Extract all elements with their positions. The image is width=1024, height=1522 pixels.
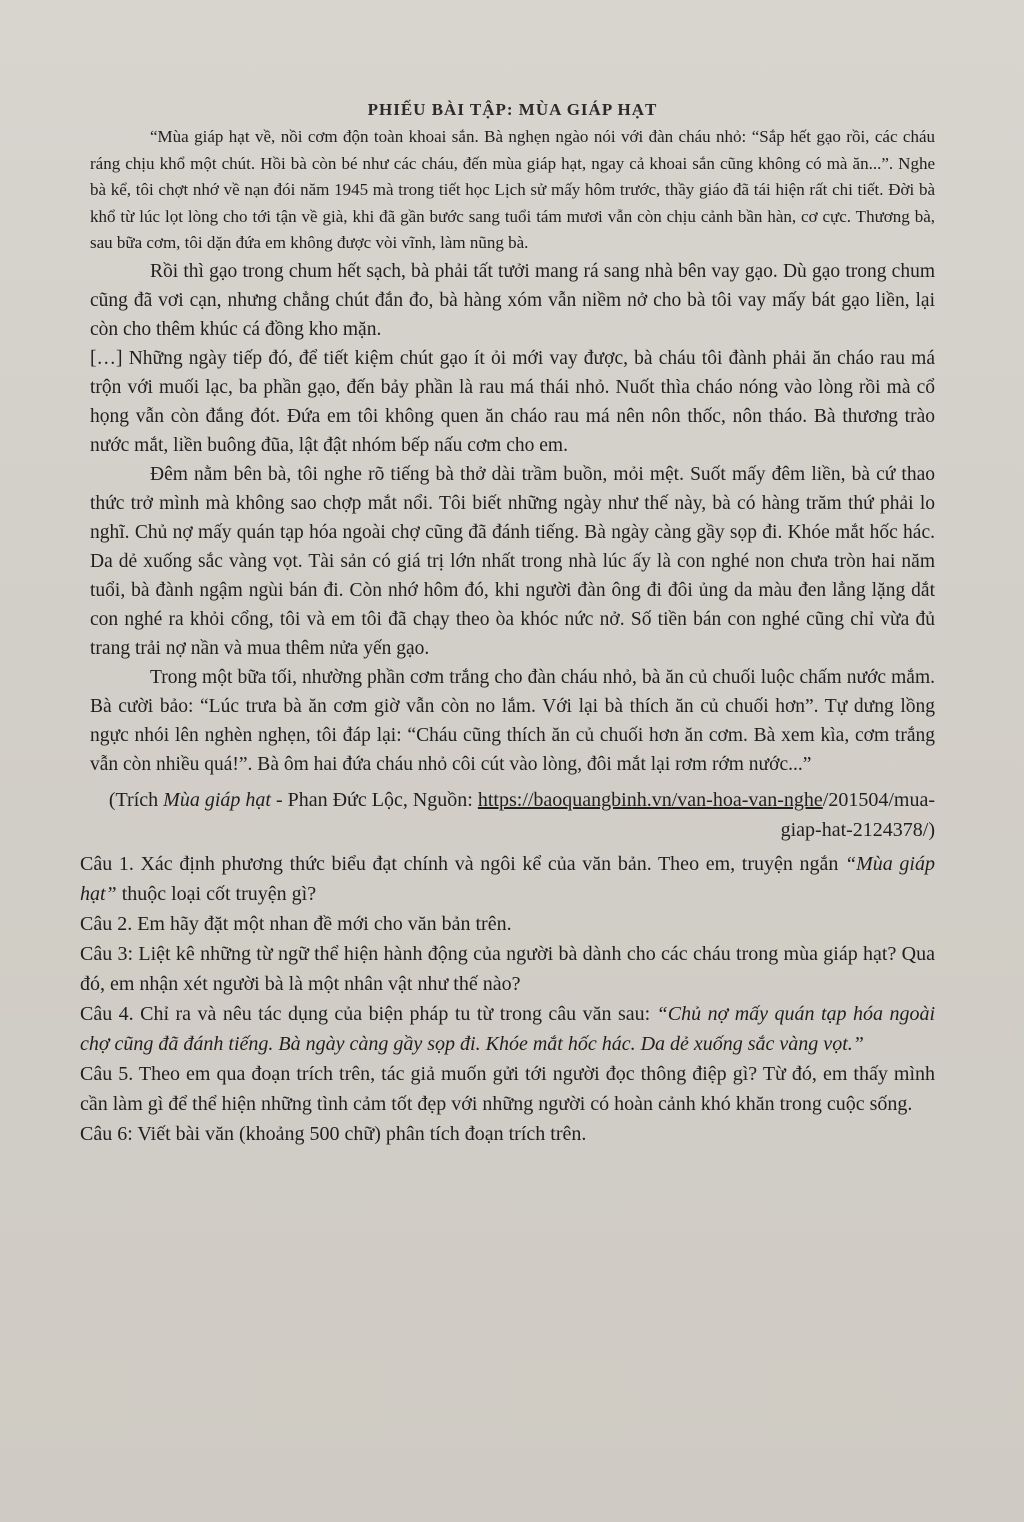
question-5: Câu 5. Theo em qua đoạn trích trên, tác giả muốn gửi tới người đọc thông điệp gì? Từ đó, em thấy mình cần làm gì để thể hiện những tình cảm tốt đẹp với những người có hoàn cảnh khó khăn trong cuộc sống. — [80, 1062, 935, 1115]
source-suffix: /201504/mua-giap-hat-2124378/) — [780, 788, 935, 841]
question-4-text: Câu 4. Chỉ ra và nêu tác dụng của biện pháp tu từ trong câu văn sau: — [80, 1002, 657, 1025]
passage-paragraph-5: Trong một bữa tối, nhường phần cơm trắng cho đàn cháu nhỏ, bà ăn củ chuối luộc chấm nước mắm. Bà cười bảo: “Lúc trưa bà ăn cơm giờ vẫn còn no lắm. Với lại bà thích ăn củ chuối hơn”. Tự dưng lồng ngực nhói lên nghèn nghẹn, tôi đáp lại: “Cháu cũng thích ăn củ chuối hơn ăn cơm. Bà xem kìa, cơm trắng vẫn còn nhiều quá!”. Bà ôm hai đứa cháu nhỏ côi cút vào lòng, đôi mắt lại rơm rớm nước...” — [90, 666, 935, 775]
source-work-title: Mùa giáp hạt — [163, 788, 271, 811]
passage-paragraph-4: Đêm nằm bên bà, tôi nghe rõ tiếng bà thở dài trầm buồn, mỏi mệt. Suốt mấy đêm liền, bà cứ thao thức trở mình mà không sao chợp mắt nổi. Tôi biết những ngày như thế này, bà có hàng trăm thứ phải lo nghĩ. Chủ nợ mấy quán tạp hóa ngoài chợ cũng đã đánh tiếng. Bà ngày càng gầy sọp đi. Khóe mắt hốc hác. Da dẻ xuống sắc vàng vọt. Tài sản có giá trị lớn nhất trong nhà lúc ấy là con nghé non chưa tròn hai năm tuổi, bà đành ngậm ngùi bán đi. Còn nhớ hôm đó, khi người đàn ông đi đôi ủng da màu đen lẳng lặng dắt con nghé ra khỏi cổng, tôi và em tôi đã chạy theo òa khóc nức nở. Số tiền bán con nghé cũng chỉ vừa đủ trang trải nợ nần và mua thêm nửa yến gạo. — [90, 463, 935, 659]
source-prefix: (Trích — [108, 788, 164, 811]
question-list — [80, 849, 935, 1149]
worksheet-title: PHIẾU BÀI TẬP: MÙA GIÁP HẠT — [367, 100, 658, 119]
source-author: - Phan Đức Lộc, Nguồn: — [270, 788, 478, 811]
source-link[interactable]: https://baoquangbinh.vn/van-hoa-van-nghe — [477, 788, 823, 811]
question-1-text-a: Câu 1. Xác định phương thức biểu đạt chính và ngôi kể của văn bản. Theo em, truyện ngắn — [80, 852, 846, 875]
question-1-text-b: thuộc loại cốt truyện gì? — [116, 882, 317, 905]
question-1-italic: “Mùa giáp hạt” — [80, 852, 935, 905]
source-citation — [90, 785, 935, 845]
question-4 — [80, 999, 935, 1059]
question-6: Câu 6: Viết bài văn (khoảng 500 chữ) phân tích đoạn trích trên. — [80, 1122, 587, 1145]
passage-paragraph-1: “Mùa giáp hạt về, nồi cơm độn toàn khoai sắn. Bà nghẹn ngào nói với đàn cháu nhỏ: “Sắp hết gạo rồi, các cháu ráng chịu khổ một chút. Hồi bà còn bé như các cháu, đến mùa giáp hạt, ngay cả khoai sắn cũng không có mà ăn...”. Nghe bà kể, tôi chợt nhớ về nạn đói năm 1945 mà trong tiết học Lịch sử mấy hôm trước, thầy giáo đã tái hiện rất chi tiết. Đời bà khổ từ lúc lọt lòng cho tới tận về già, khi đã gần bước sang tuổi tám mươi vẫn còn chịu cảnh bần hàn, cơ cực. Thương bà, sau bữa cơm, tôi dặn đứa em không được vòi vĩnh, làm nũng bà. — [90, 127, 935, 252]
question-2: Câu 2. Em hãy đặt một nhan đề mới cho văn bản trên. — [80, 912, 512, 935]
question-3: Câu 3: Liệt kê những từ ngữ thể hiện hành động của người bà dành cho các cháu trong mùa giáp hạt? Qua đó, em nhận xét người bà là một nhân vật như thế nào? — [80, 942, 935, 995]
passage-paragraph-3: […] Những ngày tiếp đó, để tiết kiệm chút gạo ít ỏi mới vay được, bà cháu tôi đành phải ăn cháo rau má trộn với muối lạc, ba phần gạo, đến bảy phần là rau má thái nhỏ. Nuốt thìa cháo nóng vào lòng rồi mà cổ họng vẫn còn đắng đót. Đứa em tôi không quen ăn cháo rau má nên nôn thốc, nôn tháo. Bà thương trào nước mắt, liền buông đũa, lật đật nhóm bếp nấu cơm cho em. — [90, 347, 935, 456]
worksheet-content — [80, 100, 935, 1149]
passage-paragraph-2: Rồi thì gạo trong chum hết sạch, bà phải tất tưởi mang rá sang nhà bên vay gạo. Dù gạo trong chum cũng đã vơi cạn, nhưng chẳng chút đắn đo, bà hàng xóm vẫn niềm nở cho bà tôi vay mấy bát gạo liền, lại còn cho thêm khúc cá đồng kho mặn. — [90, 260, 935, 340]
question-4-italic-quote: “Chủ nợ mấy quán tạp hóa ngoài chợ cũng đã đánh tiếng. Bà ngày càng gầy sọp đi. Khóe mắt hốc hác. Da dẻ xuống sắc vàng vọt.” — [80, 1002, 935, 1055]
question-1 — [80, 849, 935, 909]
